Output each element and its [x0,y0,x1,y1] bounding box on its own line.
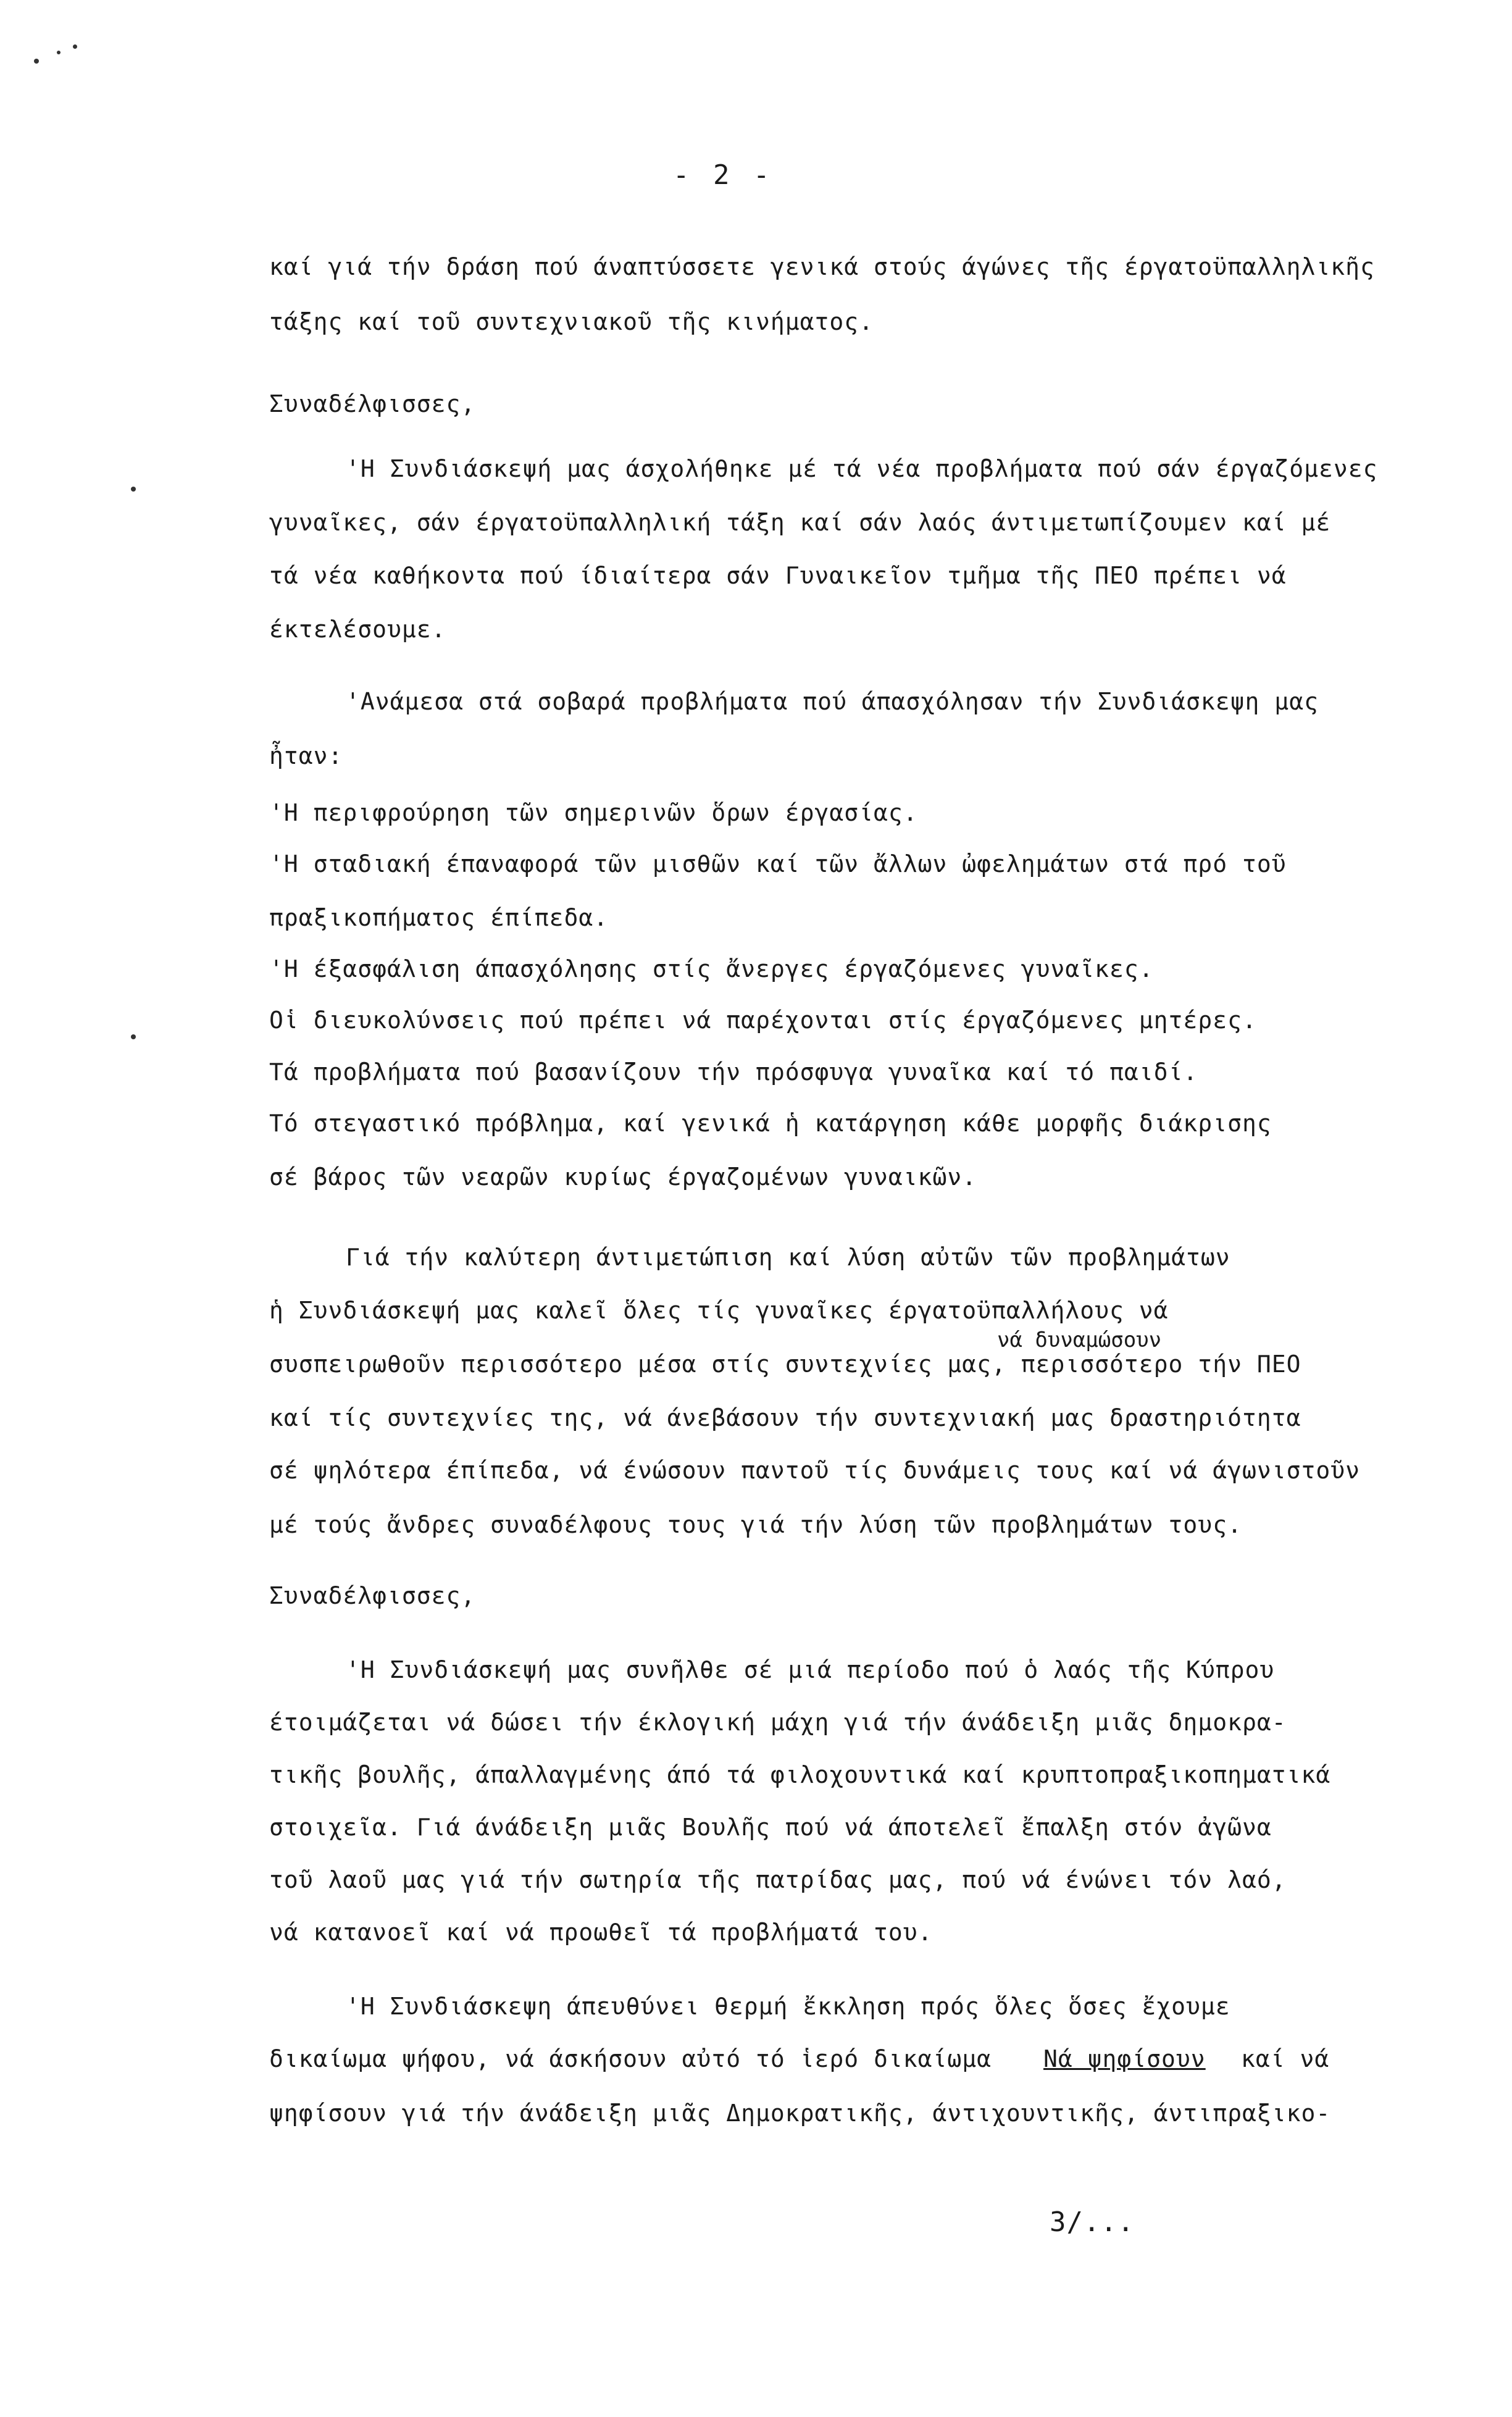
text-line: δικαίωμα ψήφου, νά άσκήσουν αὐτό τό ἱερό δικαίωμα [269,2045,992,2072]
list-item: 'Η έξασφάλιση άπασχόλησης στίς ἄνεργες έργαζόμενες γυναῖκες. [269,955,1154,982]
text-line: Γιά τήν καλύτερη άντιμετώπιση καί λύση αὐτῶν τῶν προβλημάτων [346,1244,1230,1271]
list-item: 'Η περιφρούρηση τῶν σημερινῶν ὅρων έργασίας. [269,799,918,826]
text-line: 'Η Συνδιάσκεψη άπευθύνει θερμή ἔκκληση πρός ὅλες ὅσες ἔχουμε [346,1993,1230,2020]
text-line: συσπειρωθοῦν περισσότερο μέσα στίς συντεχνίες μας, περισσότερο τήν ΠΕΟ [269,1351,1301,1378]
handwritten-insertion: νά δυναμώσουν [997,1328,1162,1352]
scan-speck [73,44,77,49]
list-item: Τό στεγαστικό πρόβλημα, καί γενικά ἡ κατάργηση κάθε μορφῆς διάκρισης [269,1110,1272,1137]
list-item: σέ βάρος τῶν νεαρῶν κυρίως έργαζομένων γυναικῶν. [269,1163,977,1191]
list-item: Οἱ διευκολύνσεις πού πρέπει νά παρέχονται στίς έργαζόμενες μητέρες. [269,1007,1257,1034]
list-item: πραξικοπήματος έπίπεδα. [269,904,609,931]
text-line: μέ τούς ἄνδρες συναδέλφους τους γιά τήν λύση τῶν προβλημάτων τους. [269,1511,1242,1538]
text-line: ἡ Συνδιάσκεψή μας καλεῖ ὅλες τίς γυναῖκες έργατοϋπαλλήλους νά [269,1297,1169,1324]
text-line: καί νά [1241,2045,1330,2072]
text-line: καί τίς συντεχνίες της, νά άνεβάσουν τήν συντεχνιακή μας δραστηριότητα [269,1404,1301,1431]
text-line: γυναῖκες, σάν έργατοϋπαλληλική τάξη καί σάν λαός άντιμετωπίζουμεν καί μέ [269,509,1331,536]
scan-speck [131,1034,136,1039]
text-line: 'Ανάμεσα στά σοβαρά προβλήματα πού άπασχόλησαν τήν Συνδιάσκεψη μας [346,688,1319,715]
text-line: τά νέα καθήκοντα πού ίδιαίτερα σάν Γυναικεῖον τμῆμα τῆς ΠΕΟ πρέπει νά [269,562,1287,589]
list-item: 'Η σταδιακή έπαναφορά τῶν μισθῶν καί τῶν ἄλλων ὠφελημάτων στά πρό τοῦ [269,850,1287,878]
text-line: 'Η Συνδιάσκεψή μας συνῆλθε σέ μιά περίοδο πού ὁ λαός τῆς Κύπρου [346,1656,1275,1683]
underlined-phrase: Νά ψηφίσουν [1043,2045,1206,2072]
scan-speck [57,51,61,54]
text-line: ψηφίσουν γιά τήν άνάδειξη μιᾶς Δημοκρατικῆς, άντιχουντικῆς, άντιπραξικο- [269,2100,1331,2127]
text-line: καί γιά τήν δράση πού άναπτύσσετε γενικά στούς άγώνες τῆς έργατοϋπαλληλικῆς [269,253,1375,280]
text-line: στοιχεῖα. Γιά άνάδειξη μιᾶς Βουλῆς πού νά άποτελεῖ ἔπαλξη στόν ἀγῶνα [269,1814,1272,1841]
scan-speck [34,59,39,64]
text-line: τικῆς βουλῆς, άπαλλαγμένης άπό τά φιλοχουντικά καί κρυπτοπραξικοπηματικά [269,1761,1331,1788]
text-line: έκτελέσουμε. [269,616,446,643]
list-item: Τά προβλήματα πού βασανίζουν τήν πρόσφυγα γυναῖκα καί τό παιδί. [269,1058,1198,1086]
page-number: - 2 - [673,159,774,191]
continuation-marker: 3/... [1050,2206,1135,2238]
text-line: 'Η Συνδιάσκεψή μας άσχολήθηκε μέ τά νέα προβλήματα πού σάν έργαζόμενες [346,455,1378,482]
salutation: Συναδέλφισσες, [269,390,476,417]
scan-speck [131,487,136,492]
text-line: τάξης καί τοῦ συντεχνιακοῦ τῆς κινήματος. [269,308,874,335]
salutation: Συναδέλφισσες, [269,1582,476,1609]
text-line: τοῦ λαοῦ μας γιά τήν σωτηρία τῆς πατρίδας μας, πού νά ένώνει τόν λαό, [269,1866,1287,1893]
text-line: σέ ψηλότερα έπίπεδα, νά ένώσουν παντοῦ τίς δυνάμεις τους καί νά άγωνιστοῦν [269,1457,1360,1484]
text-line: ἦταν: [269,742,343,769]
text-line: νά κατανοεῖ καί νά προωθεῖ τά προβλήματά του. [269,1919,933,1946]
text-line: έτοιμάζεται νά δώσει τήν έκλογική μάχη γιά τήν άνάδειξη μιᾶς δημοκρα- [269,1709,1287,1736]
